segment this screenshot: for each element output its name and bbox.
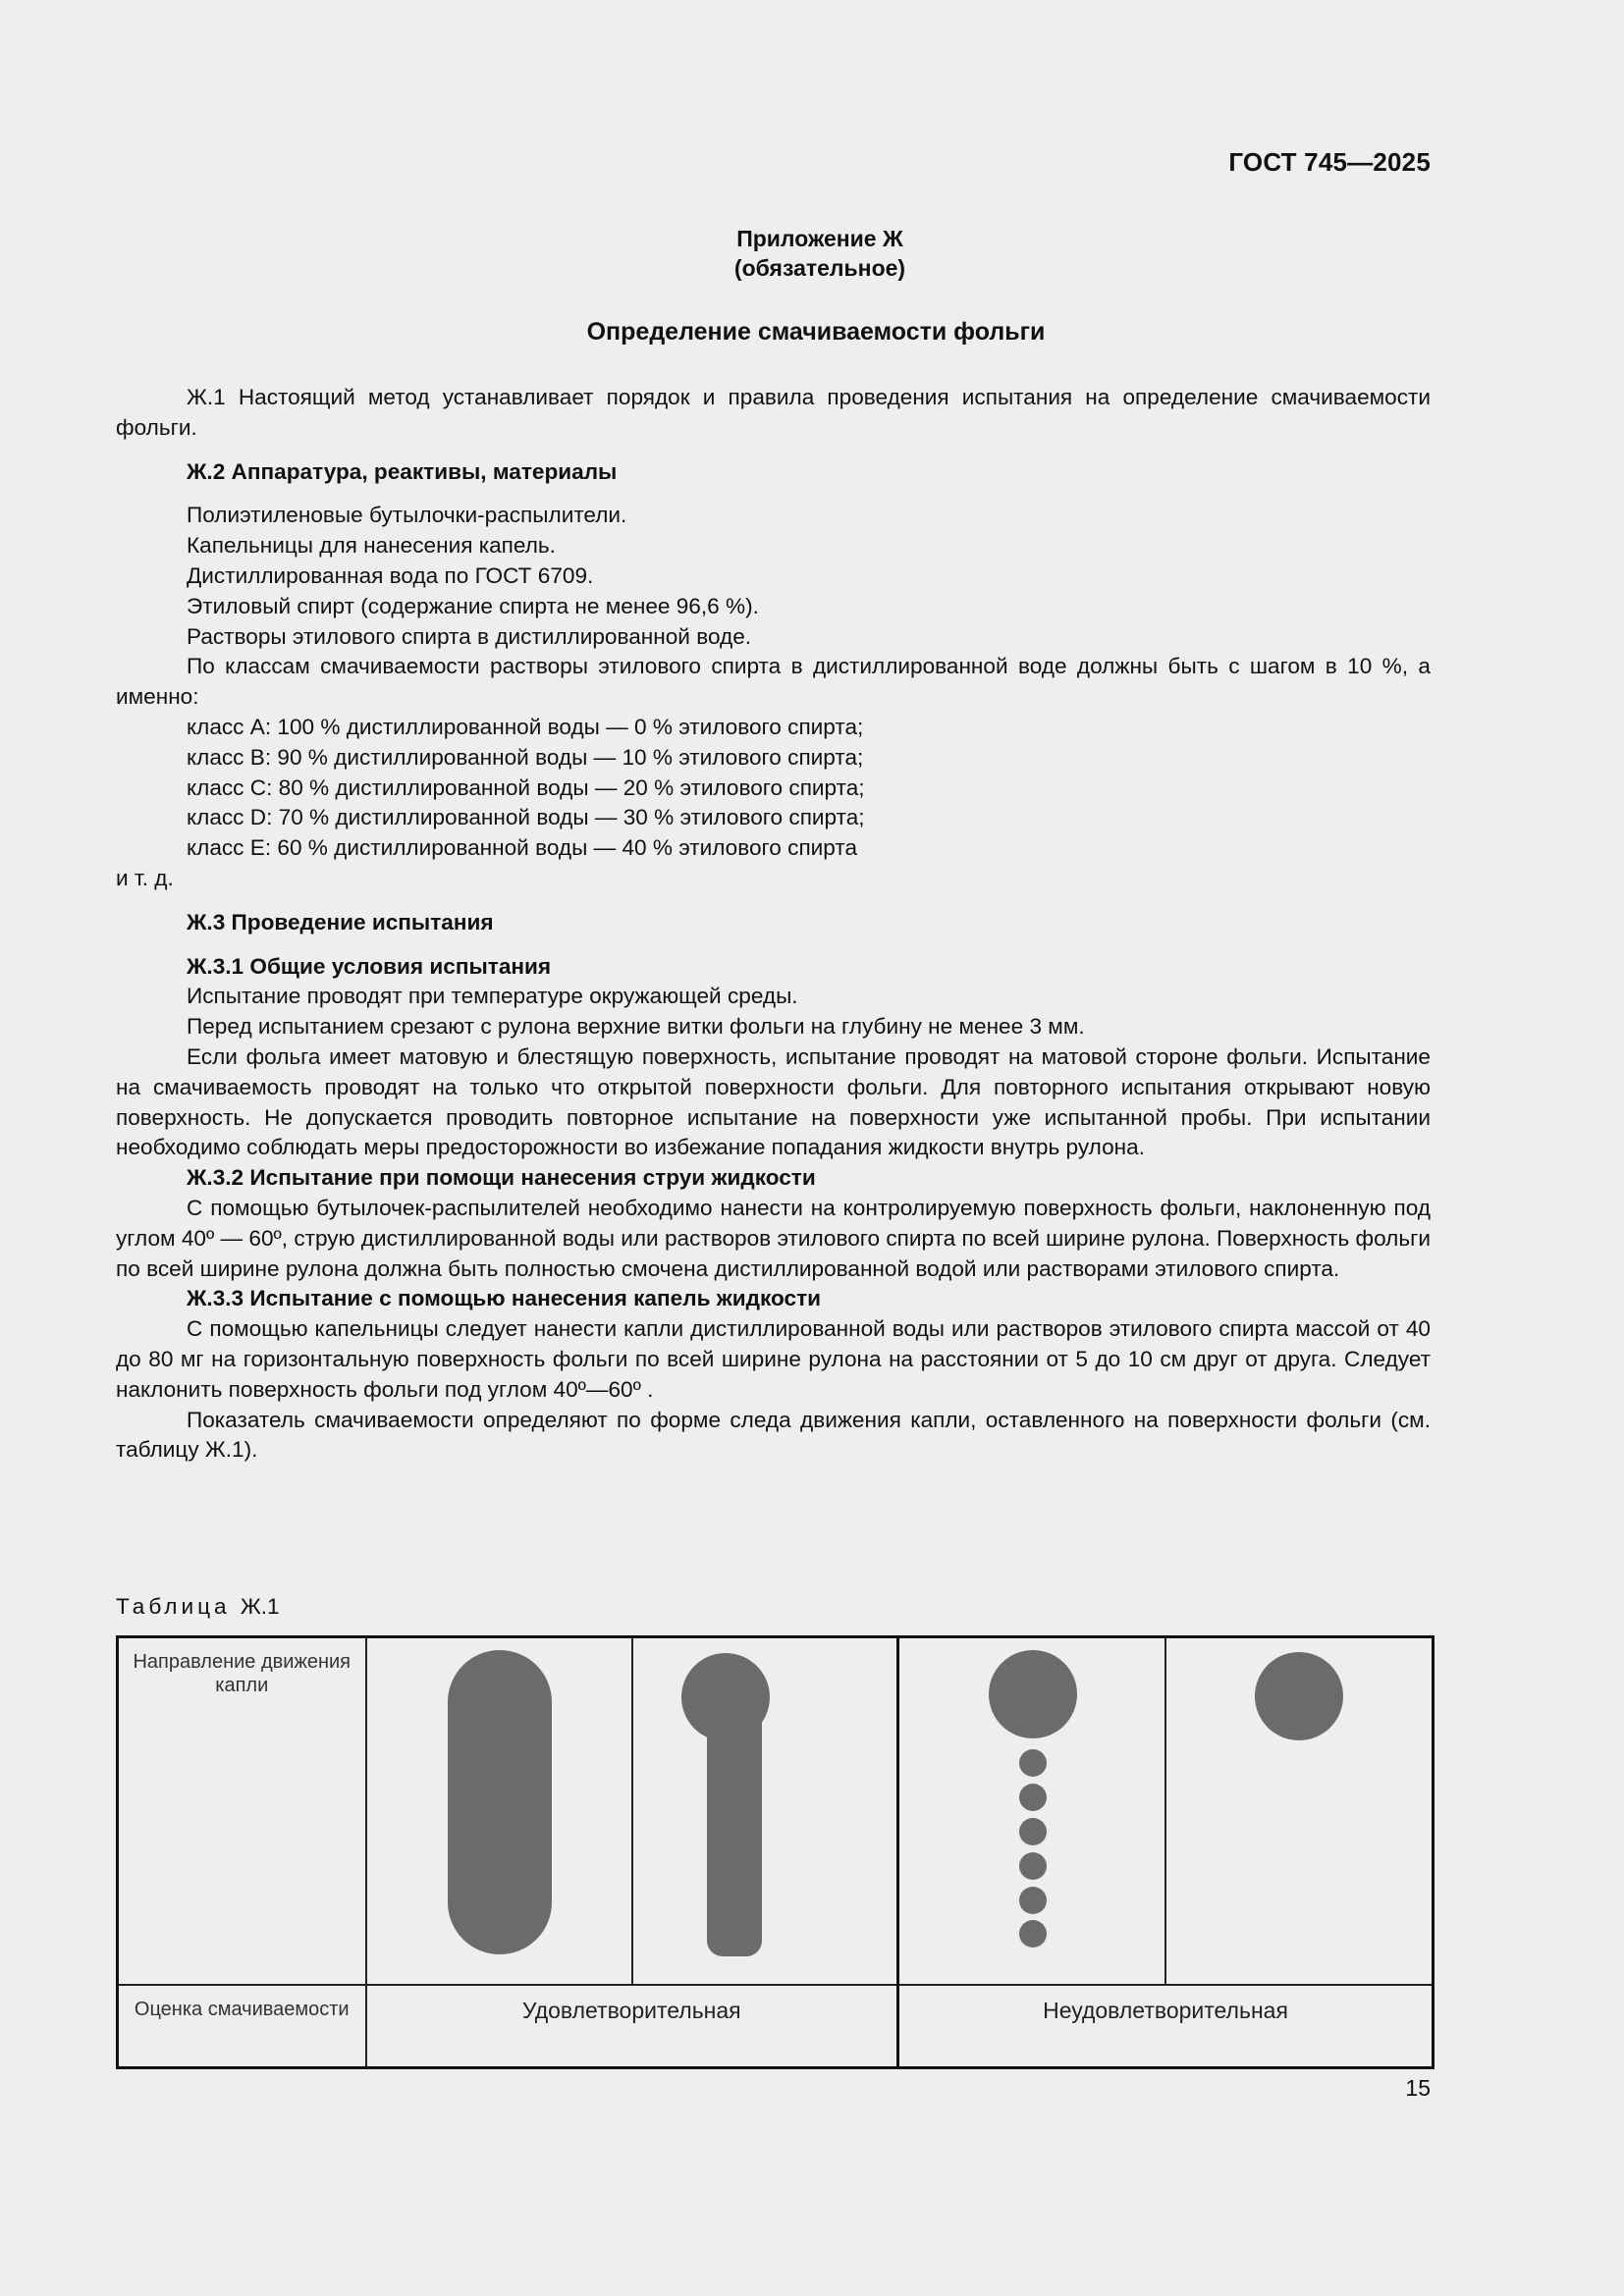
trace-dot: [1019, 1852, 1047, 1880]
trace-drop: [1255, 1652, 1343, 1740]
class-item: класс С: 80 % дистиллированной воды — 20 % этилового спирта;: [187, 774, 865, 800]
drop-trace-full-stripe: [367, 1638, 633, 1972]
trace-tail: [707, 1697, 762, 1956]
material-item: Полиэтиленовые бутылочки-распылители.: [187, 503, 627, 528]
material-item: Капельницы для нанесения капель.: [187, 533, 556, 559]
section-title: Определение смачиваемости фольги: [586, 318, 1046, 346]
zh32-paragraph: С помощью бутылочек-распылителей необходимо нанести на контролируемую поверхность фольги, наклоненную под углом 40º — 60º, струю дистиллированной воды или растворов этилового спирта по всей ширине рулона. Поверхность фольги по всей ширине рулона должна быть полностью смочена дистиллированной водой или растворами этилового спирта.: [116, 1195, 1431, 1281]
appendix-heading: [0, 224, 1624, 283]
material-item: Дистиллированная вода по ГОСТ 6709.: [187, 562, 594, 588]
row-label-direction: Направление движения капли: [118, 1637, 366, 1986]
appendix-title: Приложение Ж: [736, 226, 903, 251]
trace-dot: [1019, 1887, 1047, 1914]
shape-cell-single-drop: [1165, 1637, 1434, 1986]
trace-dot: [1019, 1920, 1047, 1948]
trace-head: [989, 1650, 1077, 1738]
class-item: класс Е: 60 % дистиллированной воды — 40 % этилового спирта: [187, 835, 858, 861]
material-item: Растворы этилового спирта в дистиллированной воде.: [187, 623, 752, 649]
zh31-line-2: Перед испытанием срезают с рулона верхние витки фольги на глубину не менее 3 мм.: [187, 1014, 1085, 1040]
shape-cell-full-stripe: [366, 1637, 632, 1986]
material-item: Этиловый спирт (содержание спирта не менее 96,6 %).: [187, 593, 759, 618]
trace-dot: [1019, 1749, 1047, 1777]
zh31-line-1: Испытание проводят при температуре окружающей среды.: [187, 984, 798, 1009]
heading-zh2: Ж.2 Аппаратура, реактивы, материалы: [187, 458, 618, 484]
row-label-assessment: Оценка смачиваемости: [118, 1985, 366, 2068]
zh31-paragraph: Если фольга имеет матовую и блестящую поверхность, испытание проводят на матовой стороне фольги. Испытание на смачиваемость проводят на только что открытой поверхности фольги. Для повторного испытания открывают новую поверхность. Не допускается проводить повторное испытание на поверхности уже испытанной пробы. При испытании необходимо соблюдать меры предосторожности во избежание попадания жидкости внутрь рулона.: [116, 1043, 1431, 1160]
heading-zh32: Ж.3.2 Испытание при помощи нанесения струи жидкости: [187, 1165, 816, 1191]
classes-intro: По классам смачиваемости растворы этилового спирта в дистиллированной воде должны быть с шагом в 10 %, а именно:: [116, 654, 1431, 710]
zh33-paragraph-2: Показатель смачиваемости определяют по форме следа движения капли, оставленного на поверхности фольги (см. таблицу Ж.1).: [116, 1407, 1431, 1463]
heading-zh31: Ж.3.1 Общие условия испытания: [187, 953, 552, 979]
document-body: [116, 383, 1431, 1466]
trace-dot: [1019, 1784, 1047, 1811]
assessment-satisfactory: Удовлетворительная: [366, 1985, 898, 2068]
classes-end: и т. д.: [116, 865, 174, 890]
class-item: класс В: 90 % дистиллированной воды — 10 % этилового спирта;: [187, 744, 864, 770]
zh33-paragraph-1: С помощью капельницы следует нанести капли дистиллированной воды или растворов этилового спирта массой от 40 до 80 мг на горизонтальную поверхность фольги по всей ширине рулона на расстоянии от 5 до 10 см друг от друга. Следует наклонить поверхность фольги под углом 40º—60º .: [116, 1316, 1431, 1402]
class-item: класс D: 70 % дистиллированной воды — 30 % этилового спирта;: [187, 805, 865, 830]
shape-cell-tapered-stripe: [632, 1637, 898, 1986]
trace-stripe: [448, 1650, 552, 1954]
wettability-table: [116, 1635, 1435, 2069]
page-number: 15: [1405, 2075, 1431, 2101]
table-caption: [116, 1594, 280, 1620]
shape-cell-dotted-trail: [898, 1637, 1165, 1986]
paragraph-zh1: Ж.1 Настоящий метод устанавливает порядок и правила проведения испытания на определение смачиваемости фольги.: [116, 385, 1431, 440]
heading-zh33: Ж.3.3 Испытание с помощью нанесения капель жидкости: [187, 1286, 822, 1311]
drop-trace-tapered: [633, 1638, 899, 1972]
standard-code: ГОСТ 745—2025: [1228, 147, 1431, 177]
heading-zh3: Ж.3 Проведение испытания: [187, 909, 494, 934]
drop-trace-single: [1166, 1638, 1435, 1972]
trace-dot: [1019, 1818, 1047, 1845]
table-row-assessment: [118, 1985, 1434, 2068]
assessment-unsatisfactory: Неудовлетворительная: [898, 1985, 1434, 2068]
appendix-status: (обязательное): [733, 255, 906, 281]
table-row-direction: [118, 1637, 1434, 1986]
table-caption-number: Ж.1: [240, 1594, 280, 1619]
table-caption-word: Таблица: [116, 1594, 231, 1619]
class-item: класс А: 100 % дистиллированной воды — 0 % этилового спирта;: [187, 714, 864, 739]
drop-trace-dotted: [899, 1638, 1166, 1972]
